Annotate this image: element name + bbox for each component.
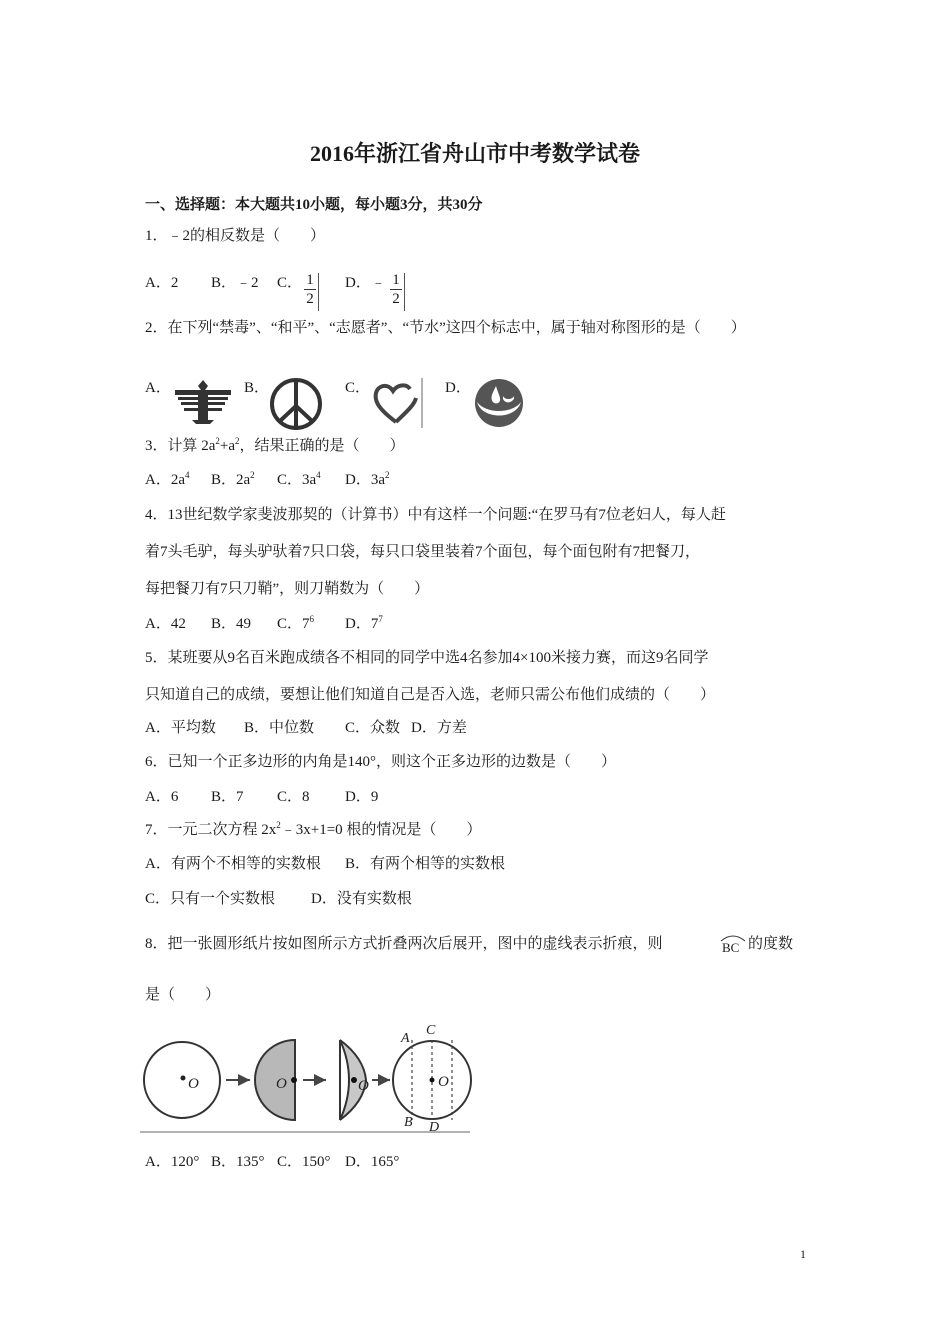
section-heading: 一、选择题：本大题共10小题，每小题3分，共30分 [145,197,483,213]
exponent: 4 [316,470,321,480]
label-o: O [276,1076,287,1092]
volunteer-heart-icon [370,378,426,428]
fraction-numerator: 1 [306,272,314,288]
question-4-line-1: 4．13世纪数学家斐波那契的（计算书）中有这样一个问题:“在罗马有7位老妇人，每人赶 [145,507,726,523]
exponent: 2 [250,470,255,480]
exponent: 4 [185,470,190,480]
q6-option-c: C．8 [277,789,310,805]
exponent: 6 [309,614,315,624]
q1-option-b: B．﹣2 [211,275,259,291]
q3-option-a [145,470,190,490]
q2-option-d: D． [445,380,471,396]
question-5-line-1: 5．某班要从9名百米跑成绩各不相同的同学中选4名参加4×100米接力赛，而这9名同学 [145,650,709,666]
water-saving-icon [472,378,526,428]
option-text: D．3a [345,472,385,488]
q2-option-a: A． [145,380,171,396]
exponent: 2 [276,820,281,830]
folding-circle-figure [140,1018,472,1136]
question-8-line-1-end: 的度数 [748,936,794,952]
fraction-denominator: 2 [306,291,314,307]
peace-symbol-icon [268,376,324,432]
question-4-line-2: 着7头毛驴，每头驴驮着7只口袋，每只口袋里装着7个面包，每个面包附有7把餐刀， [145,544,701,560]
q1-option-c: C． [277,275,303,291]
question-8-line-1: 8．把一张圆形纸片按如图所示方式折叠两次后展开，图中的虚线表示折痕，则 [145,936,663,952]
label-o: O [438,1074,449,1090]
q7-option-d: D．没有实数根 [311,891,412,907]
exponent: 7 [378,614,383,624]
q1-option-d-fraction [390,271,402,308]
option-text: A．2a [145,472,185,488]
divider [318,273,319,311]
q2-option-c: C． [345,380,371,396]
fraction-numerator: 1 [392,272,400,288]
q2-option-b: B． [244,380,270,396]
question-7-stem [145,820,481,840]
q7-text: 7．一元二次方程 2x [145,822,277,838]
exponent: 2 [215,436,220,446]
q1-option-c-fraction [304,271,316,308]
q7-option-a: A．有两个不相等的实数根 [145,856,321,872]
q8-option-d: D．165° [345,1154,400,1170]
q1-option-a: A．2 [145,275,179,291]
label-c: C [426,1023,436,1038]
option-text: C．7 [277,616,310,632]
label-a: A [401,1031,410,1046]
option-text: B．2a [211,472,251,488]
q3-option-d [345,470,390,490]
q7-option-b: B．有两个相等的实数根 [345,856,506,872]
q5-option-b: B．中位数 [244,720,315,736]
fraction-denominator: 2 [392,291,400,307]
anti-drug-emblem-icon [172,378,234,426]
fraction-bar [390,289,402,290]
q6-option-a: A．6 [145,789,179,805]
question-4-line-3: 每把餐刀有7只刀鞘”，则刀鞘数为（ ） [145,581,430,597]
q8-option-c: C．150° [277,1154,331,1170]
q7-option-c: C．只有一个实数根 [145,891,276,907]
q4-option-d [345,614,383,634]
q4-option-b: B．49 [211,616,252,632]
q8-option-a: A．120° [145,1154,200,1170]
label-b: B [404,1115,413,1130]
fraction-bar [304,289,316,290]
q6-option-b: B．7 [211,789,244,805]
half-circle [255,1040,295,1120]
q7-text: ﹣3x+1=0 根的情况是（ ） [280,822,482,838]
option-text: D．7 [345,616,379,632]
arc-bc-notation [718,932,748,960]
label-d: D [429,1120,440,1135]
q3-text: 3．计算 2a [145,438,216,454]
q3-option-c [277,470,321,490]
option-text: C．3a [277,472,317,488]
q6-option-d: D．9 [345,789,379,805]
arc-label: BC [722,940,740,955]
q5-option-a: A．平均数 [145,720,216,736]
exponent: 2 [235,436,240,446]
label-o: O [188,1076,199,1092]
q5-option-c: C．众数 [345,720,401,736]
divider [404,273,405,311]
q4-option-c [277,614,314,634]
q4-option-a: A．42 [145,616,186,632]
q3-text: ，结果正确的是（ ） [239,438,405,454]
q3-option-b [211,470,255,490]
question-2-stem: 2．在下列“禁毒”、“和平”、“志愿者”、“节水”这四个标志中，属于轴对称图形的是（ ） [145,320,746,336]
question-6-stem: 6．已知一个正多边形的内角是140°，则这个正多边形的边数是（ ） [145,754,617,770]
label-o: O [358,1078,369,1094]
exponent: 2 [385,470,390,480]
q5-option-d: D．方差 [411,720,467,736]
question-5-line-2: 只知道自己的成绩，要想让他们知道自己是否入选，老师只需公布他们成绩的（ ） [145,687,716,703]
question-8-line-2: 是（ ） [145,987,221,1003]
page-title: 2016年浙江省舟山市中考数学试卷 [309,141,640,166]
q1-option-d: D．﹣ [345,275,386,291]
question-1-stem: 1．﹣2的相反数是（ ） [145,228,326,244]
q8-option-b: B．135° [211,1154,265,1170]
page-number: 1 [800,1247,806,1261]
question-3-stem [145,436,405,456]
q3-text: +a [219,438,236,454]
